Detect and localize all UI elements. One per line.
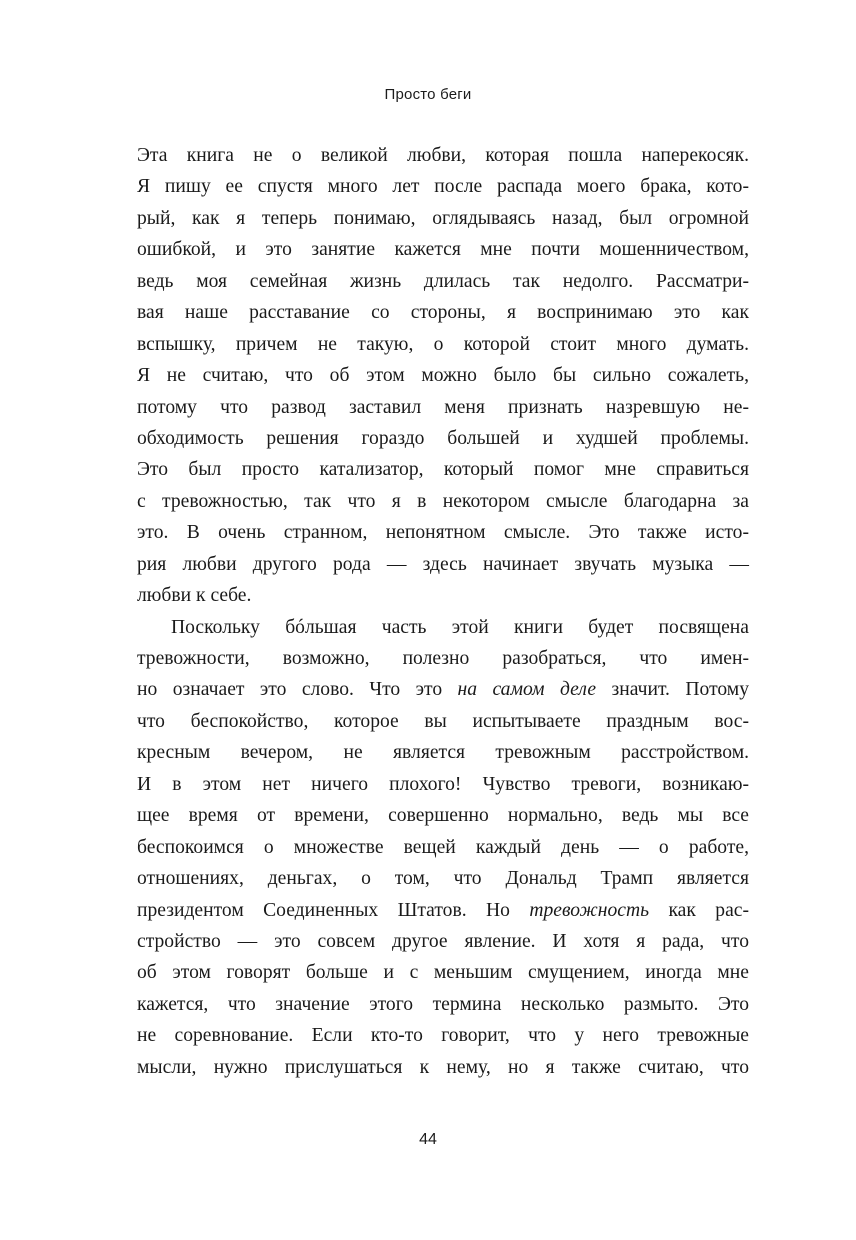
text-line: потому что развод заставил меня признать назревшую не- — [137, 396, 749, 418]
text-line: с тревожностью, так что я в некотором смысле благодарна за — [137, 490, 749, 512]
paragraph-1 — [137, 140, 749, 612]
text-line: ведь моя семейная жизнь длилась так недолго. Рассматри- — [137, 270, 749, 292]
text-line — [137, 895, 749, 926]
text-line: кажется, что значение этого термина несколько размыто. Это — [137, 993, 749, 1015]
body-text — [137, 140, 749, 1083]
text-line: Я не считаю, что об этом можно было бы сильно сожалеть, — [137, 365, 749, 387]
text-run: как рас- — [649, 899, 749, 921]
text-line: тревожности, возможно, полезно разобраться, что имен- — [137, 648, 749, 669]
running-title: Просто беги — [384, 86, 472, 103]
text-line: И в этом нет ничего плохого! Чувство тревоги, возникаю- — [137, 773, 749, 795]
text-line: обходимость решения гораздо большей и худшей проблемы. — [137, 427, 749, 449]
text-line: об этом говорят больше и с меньшим смущением, иногда мне — [137, 962, 749, 984]
text-line: Эта книга не о великой любви, которая пошла наперекосяк. — [137, 145, 749, 166]
text-line: мысли, нужно прислушаться к нему, но я также считаю, что — [137, 1056, 749, 1078]
emphasis-text: тревожность — [529, 899, 650, 921]
text-line: Это был просто катализатор, который помог мне справиться — [137, 459, 749, 481]
text-line: любви к себе. — [137, 585, 252, 607]
emphasis-text: на самом деле — [457, 679, 597, 701]
text-line: не соревнование. Если кто-то говорит, что у него тревожные — [137, 1025, 749, 1047]
text-line: что беспокойство, которое вы испытываете праздным вос- — [137, 710, 749, 732]
text-line: ошибкой, и это занятие кажется мне почти мошенничеством, — [137, 239, 749, 261]
text-line: Я пишу ее спустя много лет после распада моего брака, кото- — [137, 176, 749, 198]
text-line: стройство — это совсем другое явление. И хотя я рада, что — [137, 930, 749, 952]
text-line: Поскольку бóльшая часть этой книги будет посвящена — [171, 616, 749, 638]
text-line: это. В очень странном, непонятном смысле. Это также исто- — [137, 522, 749, 544]
text-line: вая наше расставание со стороны, я воспринимаю это как — [137, 302, 749, 324]
text-line: беспокоимся о множестве вещей каждый день — о работе, — [137, 836, 749, 858]
text-line — [137, 674, 749, 705]
text-line: щее время от времени, совершенно нормально, ведь мы все — [137, 805, 749, 827]
text-run: но означает это слово. Что это — [137, 679, 458, 701]
text-line: рый, как я теперь понимаю, оглядываясь назад, был огромной — [137, 207, 749, 229]
paragraph-2 — [137, 612, 749, 1084]
text-line: отношениях, деньгах, о том, что Дональд Трамп является — [137, 868, 749, 890]
text-line: рия любви другого рода — здесь начинает звучать музыка — — [137, 553, 749, 575]
text-line: вспышку, причем не такую, о которой стоит много думать. — [137, 333, 749, 355]
text-run: значит. Потому — [596, 679, 749, 701]
text-line: кресным вечером, не является тревожным расстройством. — [137, 742, 749, 764]
page-number: 44 — [419, 1131, 437, 1148]
text-run: президентом Соединенных Штатов. Но — [137, 899, 530, 921]
